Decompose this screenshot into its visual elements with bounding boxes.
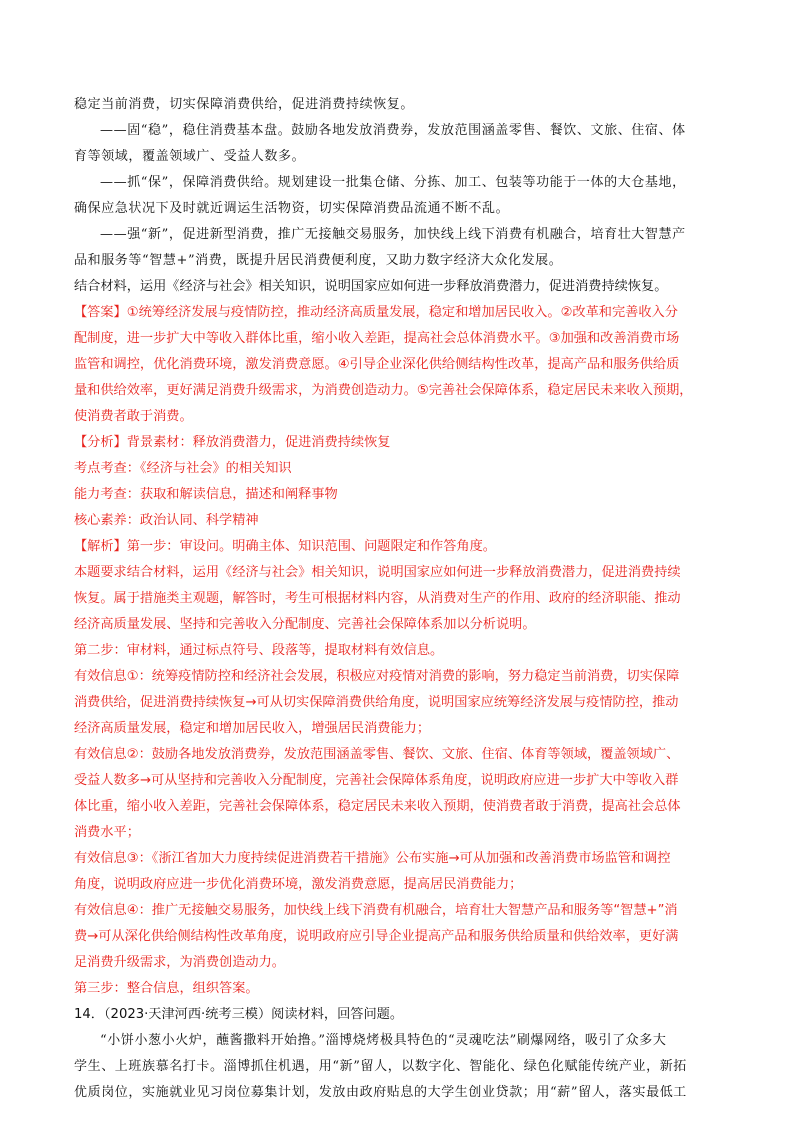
explanation-line: 第二步：审材料，通过标点符号、段落等，提取材料有效信息。 xyxy=(74,643,444,658)
material-line: ——抓“保”，保障消费供给。规划建设一批集仓储、分拣、加工、包装等功能于一体的大仓基地， xyxy=(100,175,686,190)
explanation-line: 体比重，缩小收入差距，完善社会保障体系，稳定居民未来收入预期，使消费者敢于消费，提高社会总体 xyxy=(74,799,681,814)
explanation-line: 有效信息②：鼓励各地发放消费券，发放范围涵盖零售、餐饮、文旅、住宿、体育等领域，覆盖领域广、 xyxy=(74,747,680,762)
analysis-knowledge: 考点考查：《经济与社会》的相关知识 xyxy=(74,461,292,476)
question-14-material: “小饼小葱小火炉，蘸酱撒料开始撸。”淄博烧烤极具特色的“灵魂吃法”刷爆网络，吸引了众多大 xyxy=(100,1033,667,1048)
answer-line: 监管和调控，优化消费环境，激发消费意愿。④引导企业深化供给侧结构性改革，提高产品和服务供给质 xyxy=(74,357,680,372)
explanation-text: 第一步：审设问。明确主体、知识范围、问题限定和作答角度。 xyxy=(126,539,496,554)
explanation-line xyxy=(74,534,730,560)
explanation-line: 消费水平； xyxy=(74,825,140,840)
explanation-line: 费→可从深化供给侧结构性改革角度，说明政府应引导企业提高产品和服务供给质量和供给效率，更好满 xyxy=(74,929,679,944)
explanation-line: 受益人数多→可从坚持和完善收入分配制度，完善社会保障体系角度，说明政府应进一步扩大中等收入群 xyxy=(74,773,679,788)
material-line: 确保应急状况下及时就近调运生活物资，切实保障消费品流通不断不乱。 xyxy=(74,201,510,216)
answer-tag: 【答案】 xyxy=(74,305,127,320)
material-line: 品和服务等“智慧+”消费，既提升居民消费便利度，又助力数字经济大众化发展。 xyxy=(74,253,563,268)
explanation-line: 有效信息③：《浙江省加大力度持续促进消费若干措施》公布实施→可从加强和改善消费市场监管和调控 xyxy=(74,851,671,866)
material-line: ——强“新”，促进新型消费，推广无接触交易服务，加快线上线下消费有机融合，培育壮大智慧产 xyxy=(100,227,686,242)
analysis-literacy: 核心素养：政治认同、科学精神 xyxy=(74,513,259,528)
answer-line xyxy=(74,300,730,326)
material-line: 稳定当前消费，切实保障消费供给，促进消费持续恢复。 xyxy=(74,97,415,112)
question-14-material: 优质岗位，实施就业见习岗位募集计划，发放由政府贴息的大学生创业贷款；用“薪”留人，落实最低工 xyxy=(74,1085,687,1100)
material-line: ——固“稳”，稳住消费基本盘。鼓励各地发放消费券，发放范围涵盖零售、餐饮、文旅、住宿、体 xyxy=(100,123,686,138)
analysis-ability: 能力考查：获取和解读信息，描述和阐释事物 xyxy=(74,487,338,502)
explanation-line: 有效信息④：推广无接触交易服务，加快线上线下消费有机融合，培育壮大智慧产品和服务等“智慧+”消 xyxy=(74,903,678,918)
explanation-line: 有效信息①：统筹疫情防控和经济社会发展，积极应对疫情对消费的影响，努力稳定当前消费，切实保障 xyxy=(74,669,680,684)
answer-line: 使消费者敢于消费。 xyxy=(74,409,193,424)
explanation-line: 恢复。属于措施类主观题，解答时，考生可根据材料内容，从消费对生产的作用、政府的经济职能、推动 xyxy=(74,591,681,606)
answer-line: 量和供给效率，更好满足消费升级需求，为消费创造动力。⑤完善社会保障体系，稳定居民未来收入预期， xyxy=(74,383,693,398)
explanation-line: 本题要求结合材料，运用《经济与社会》相关知识，说明国家应如何进一步释放消费潜力，促进消费持续 xyxy=(74,565,681,580)
material-line: 育等领域，覆盖领域广、受益人数多。 xyxy=(74,149,306,164)
explanation-line: 角度，说明政府应进一步优化消费环境，激发消费意愿，提高居民消费能力； xyxy=(74,877,523,892)
answer-line: 配制度，进一步扩大中等收入群体比重，缩小收入差距，提高社会总体消费水平。③加强和改善消费市场 xyxy=(74,331,680,346)
question-14-material: 学生、上班族慕名打卡。淄博抓住机遇，用“新”留人，以数字化、智能化、绿色化赋能传统产业，新拓 xyxy=(74,1059,687,1074)
question-text: 结合材料，运用《经济与社会》相关知识，说明国家应如何进一步释放消费潜力，促进消费持续恢复。 xyxy=(74,279,668,294)
explanation-line: 足消费升级需求，为消费创造动力。 xyxy=(74,955,285,970)
explanation-line: 经济高质量发展、坚持和完善收入分配制度、完善社会保障体系加以分析说明。 xyxy=(74,617,536,632)
explanation-line: 消费供给，促进消费持续恢复→可从切实保障消费供给角度，说明国家应统筹经济发展与疫情防控，推动 xyxy=(74,695,679,710)
analysis-line xyxy=(74,430,730,456)
explanation-tag: 【解析】 xyxy=(74,539,127,554)
explanation-line: 经济高质量发展，稳定和增加居民收入，增强居民消费能力； xyxy=(74,721,431,736)
answer-text: ①统筹经济发展与疫情防控，推动经济高质量发展，稳定和增加居民收入。②改革和完善收入分 xyxy=(126,305,678,320)
question-14-header: 14．（2023·天津河西·统考三模）阅读材料，回答问题。 xyxy=(74,1007,404,1022)
analysis-background: 背景素材：释放消费潜力，促进消费持续恢复 xyxy=(126,435,391,450)
explanation-line: 第三步：整合信息，组织答案。 xyxy=(74,981,259,996)
analysis-tag: 【分析】 xyxy=(74,435,127,450)
